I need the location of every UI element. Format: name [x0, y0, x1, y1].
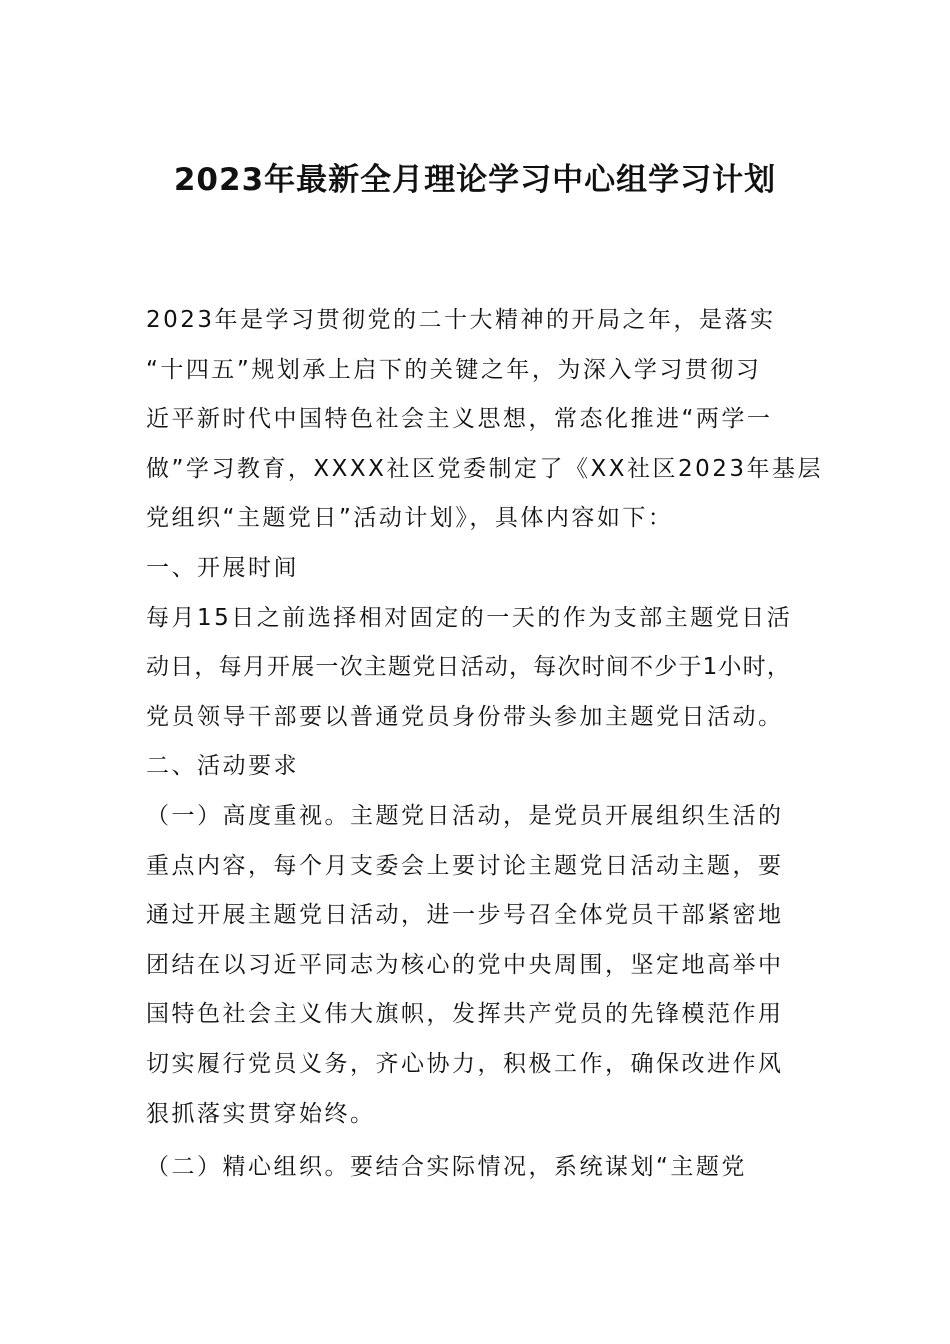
body-line: （一）高度重视。主题党日活动，是党员开展组织生活的	[146, 802, 784, 829]
body-line: 通过开展主题党日活动，进一步号召全体党员干部紧密地	[146, 902, 784, 929]
body-line: “十四五”规划承上启下的关键之年，为深入学习贯彻习	[146, 356, 762, 383]
body-line: 动日，每月开展一次主题党日活动，每次时间不少于1小时，	[146, 654, 792, 681]
body-line: 团结在以习近平同志为核心的党中央周围，坚定地高举中	[146, 951, 784, 978]
document-title: 2023年最新全月理论学习中心组学习计划	[173, 162, 777, 198]
body-line: 切实履行党员义务，齐心协力，积极工作，确保改进作风	[146, 1050, 784, 1077]
body-line: 国特色社会主义伟大旗帜，发挥共产党员的先锋模范作用	[146, 1001, 784, 1028]
body-line: 做”学习教育，XXXX社区党委制定了《XX社区2023年基层	[146, 455, 823, 482]
body-line: （二）精心组织。要结合实际情况，系统谋划“主题党	[146, 1154, 747, 1181]
body-line: 党组织“主题党日”活动计划》，具体内容如下：	[146, 505, 674, 532]
body-line: 党员领导干部要以普通党员身份带头参加主题党日活动。	[146, 703, 784, 730]
body-line: 重点内容，每个月支委会上要讨论主题党日活动主题，要	[146, 852, 784, 879]
body-line: 2023年是学习贯彻党的二十大精神的开局之年，是落实	[146, 307, 776, 333]
document-body	[146, 296, 836, 1193]
section-heading: 二、活动要求	[146, 753, 299, 780]
body-line: 狠抓落实贯穿始终。	[146, 1100, 376, 1127]
body-line: 近平新时代中国特色社会主义思想，常态化推进“两学一	[146, 406, 773, 433]
body-line: 每月15日之前选择相对固定的一天的作为支部主题党日活	[146, 604, 793, 631]
section-heading: 一、开展时间	[146, 554, 299, 581]
